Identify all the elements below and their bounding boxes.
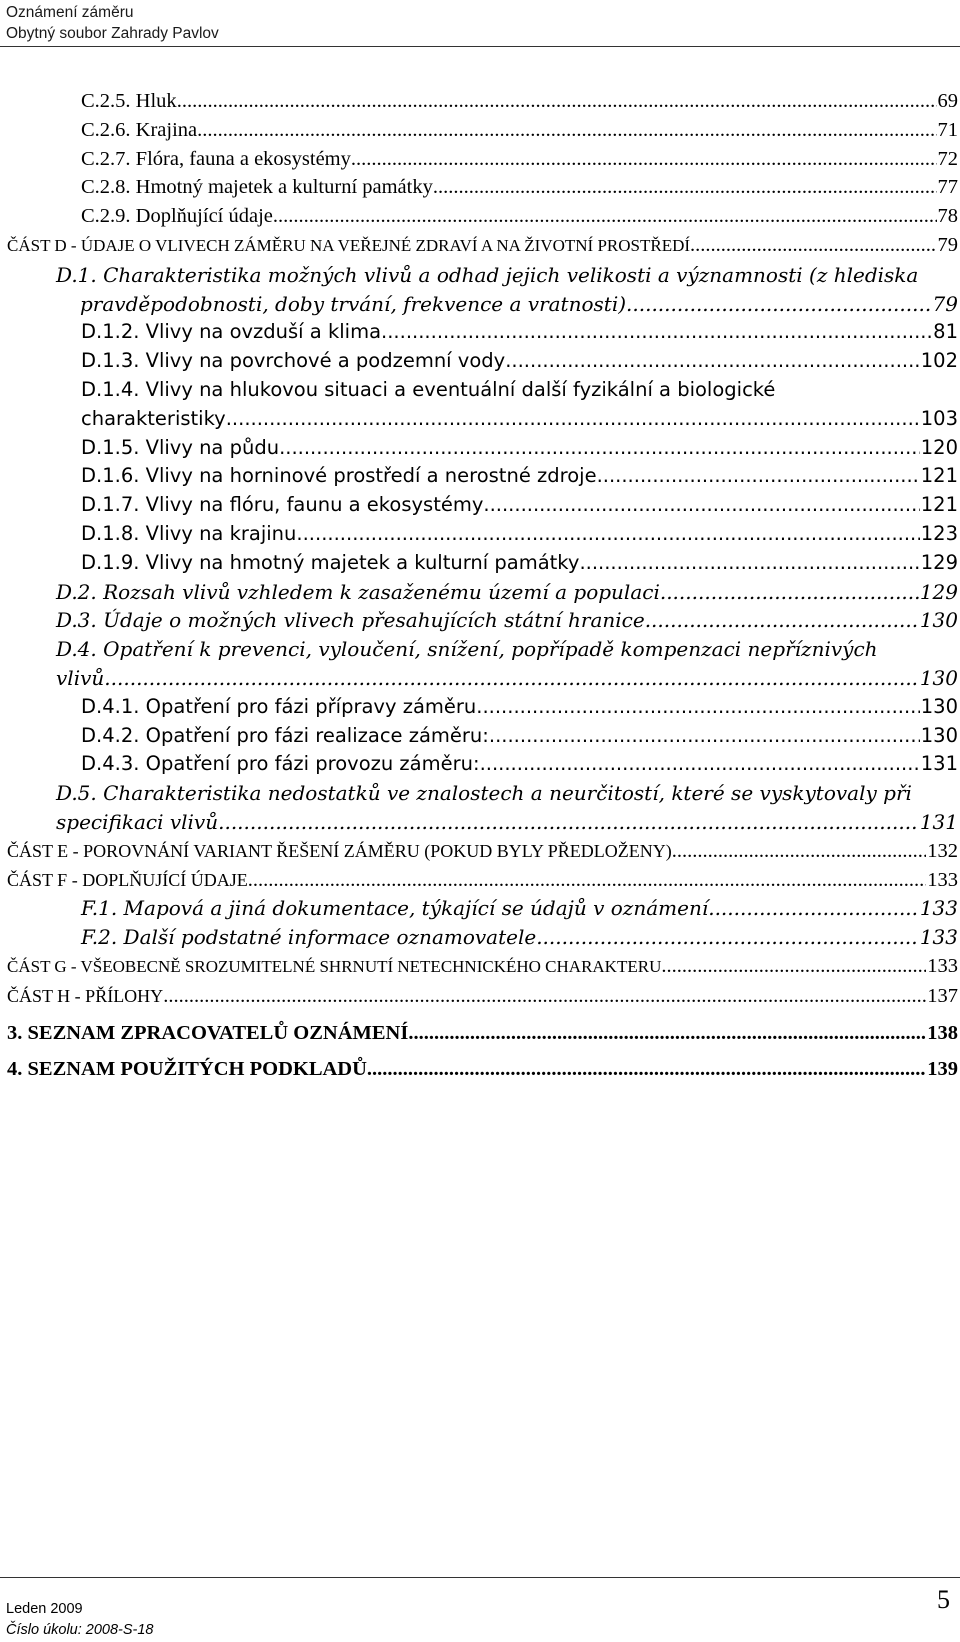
toc-entry-title: D.1.7. Vlivy na flóru, faunu a ekosystémy (81, 493, 484, 517)
toc-page-number: 133 (919, 896, 958, 921)
toc-entry-d17[interactable] (0, 491, 960, 520)
toc-entry-title: D.4.2. Opatření pro fázi realizace záměru: (81, 723, 489, 747)
toc-leader (597, 462, 920, 491)
toc-entry-title: D.3. Údaje o možných vlivech přesahujících státní hranice (56, 608, 645, 633)
toc-page-number: 130 (919, 608, 958, 633)
toc-entry-title: C.2.6. Krajina (81, 118, 198, 141)
toc-entry-c26[interactable] (0, 116, 960, 145)
toc-entry-title: C.2.7. Flóra, fauna a ekosystémy (81, 147, 351, 170)
toc-entry-title: D.5. Charakteristika nedostatků ve znalostech a neurčitostí, které se vyskytovaly při (56, 781, 912, 806)
toc-page-number: 129 (919, 579, 958, 604)
toc-entry-title: D.1.8. Vlivy na krajinu (81, 521, 297, 545)
toc-entry-title: 4. SEZNAM POUŽITÝCH PODKLADŮ (7, 1058, 367, 1081)
page-header (6, 2, 219, 44)
toc-leader (708, 894, 919, 923)
toc-entry-d2[interactable] (0, 578, 960, 607)
toc-entry-d43[interactable] (0, 750, 960, 779)
toc-page-number: 123 (920, 521, 958, 545)
toc-entry-title-continued: charakteristiky (81, 406, 226, 430)
toc-page-number: 131 (920, 752, 958, 776)
toc-entry-title: C.2.8. Hmotný majetek a kulturní památky (81, 176, 433, 199)
toc-entry-title: D.1.6. Vlivy na horninové prostředí a nerostné zdroje (81, 464, 597, 488)
toc-leader (645, 606, 919, 635)
toc-leader (626, 290, 932, 319)
toc-entry-title: D.2. Rozsah vlivů vzhledem k zasaženému území a populaci (56, 579, 660, 604)
toc-leader (690, 231, 936, 260)
toc-entry-title: D.1.9. Vlivy na hmotný majetek a kulturní památky (81, 550, 580, 574)
toc-page-number: 103 (920, 406, 958, 430)
toc-leader (197, 116, 936, 145)
header-subtitle: Obytný soubor Zahrady Pavlov (6, 25, 219, 42)
toc-spacer (0, 1011, 960, 1019)
toc-entry-title: D.1.4. Vlivy na hlukovou situaci a eventuální další fyzikální a biologické (81, 377, 776, 401)
toc-entry-d16[interactable] (0, 462, 960, 491)
toc-entry-title: ČÁST F - DOPLŇUJÍCÍ ÚDAJE (7, 869, 248, 890)
toc-entry-title: F.1. Mapová a jiná dokumentace, týkající se údajů v oznámení (81, 896, 709, 921)
toc-leader (433, 173, 937, 202)
toc-entry-d15[interactable] (0, 434, 960, 463)
toc-leader (104, 664, 919, 693)
toc-leader (536, 923, 919, 952)
footer-divider (0, 1577, 960, 1578)
toc-entry-title: D.1.3. Vlivy na povrchové a podzemní vody (81, 349, 506, 373)
toc-entry-section-3[interactable] (0, 1019, 960, 1048)
toc-page-number: 129 (920, 550, 958, 574)
toc-entry-c28[interactable] (0, 173, 960, 202)
toc-leader (408, 1019, 926, 1048)
footer-task-number: Číslo úkolu: 2008-S-18 (6, 1622, 154, 1638)
toc-entry-title: C.2.9. Doplňující údaje (81, 205, 273, 228)
toc-page-number: 72 (937, 147, 958, 170)
toc-page-number: 137 (927, 984, 958, 1007)
toc-entry-title: ČÁST D - ÚDAJE O VLIVECH ZÁMĚRU NA VEŘEJNÉ ZDRAVÍ A NA ŽIVOTNÍ PROSTŘEDÍ (7, 235, 691, 255)
toc-entry-d14[interactable] (0, 376, 960, 434)
toc-leader (483, 491, 919, 520)
toc-page-number: 130 (920, 723, 958, 747)
toc-entry-title: ČÁST E - POROVNÁNÍ VARIANT ŘEŠENÍ ZÁMĚRU (POKUD BYLY PŘEDLOŽENY) (7, 840, 672, 861)
toc-page-number: 77 (937, 176, 958, 199)
toc-entry-d41[interactable] (0, 693, 960, 722)
toc-entry-d18[interactable] (0, 520, 960, 549)
toc-page-number: 102 (920, 349, 958, 373)
toc-page-number: 133 (927, 954, 958, 977)
toc-page-number: 69 (937, 90, 958, 112)
toc-entry-title-continued: specifikaci vlivů (56, 809, 219, 834)
toc-leader (672, 837, 927, 866)
toc-leader (163, 982, 926, 1011)
toc-leader (296, 520, 919, 549)
toc-leader (660, 578, 919, 607)
toc-entry-d3[interactable] (0, 606, 960, 635)
toc-entry-d4[interactable] (0, 635, 960, 693)
toc-entry-title: 3. SEZNAM ZPRACOVATELŮ OZNÁMENÍ (7, 1021, 409, 1044)
toc-leader (476, 693, 920, 722)
toc-page-number: 81 (933, 320, 958, 344)
toc-page-number: 133 (919, 925, 958, 950)
toc-page-number: 131 (919, 809, 958, 834)
toc-entry-title: D.4.1. Opatření pro fázi přípravy záměru (81, 694, 477, 718)
toc-leader (226, 405, 920, 434)
toc-leader (279, 434, 920, 463)
toc-page-number: 121 (920, 464, 958, 488)
toc-entry-cast-d[interactable] (0, 231, 960, 261)
toc-entry-cast-e[interactable] (0, 837, 960, 866)
toc-entry-c29[interactable] (0, 202, 960, 231)
toc-entry-d19[interactable] (0, 549, 960, 578)
toc-entry-title: D.1.2. Vlivy na ovzduší a klima (81, 320, 382, 344)
toc-leader (489, 722, 920, 751)
toc-page-number: 132 (927, 839, 958, 862)
toc-entry-cast-h[interactable] (0, 982, 960, 1011)
toc-entry-title: D.1.5. Vlivy na půdu (81, 435, 280, 459)
toc-entry-cast-g[interactable] (0, 952, 960, 982)
toc-leader (177, 87, 937, 116)
toc-page-number: 120 (920, 435, 958, 459)
toc-page-number: 138 (927, 1021, 958, 1044)
toc-entry-section-4[interactable] (0, 1055, 960, 1084)
toc-entry-title: ČÁST G - VŠEOBECNĚ SROZUMITELNÉ SHRNUTÍ NETECHNICKÉHO CHARAKTERU (7, 956, 662, 976)
toc-leader (367, 1055, 926, 1084)
footer-date: Leden 2009 (6, 1601, 83, 1617)
toc-entry-title: D.4. Opatření k prevenci, vyloučení, snížení, popřípadě kompenzaci nepříznivých (56, 637, 878, 662)
toc-entry-title: ČÁST H - PŘÍLOHY (7, 985, 164, 1006)
toc-entry-d42[interactable] (0, 722, 960, 751)
toc-leader (248, 866, 927, 895)
toc-entry-title: C.2.5. Hluk (81, 90, 177, 112)
toc-leader (505, 347, 920, 376)
toc-leader (480, 750, 920, 779)
toc-entry-c25[interactable] (0, 87, 960, 116)
toc-entry-title: F.2. Další podstatné informace oznamovatele (81, 925, 537, 950)
header-title: Oznámení záměru (6, 4, 134, 21)
toc-page-number: 79 (937, 233, 958, 256)
table-of-contents (0, 87, 960, 1084)
toc-entry-title-continued: vlivů (56, 665, 105, 690)
toc-leader (273, 202, 937, 231)
toc-page-number: 78 (937, 205, 958, 228)
page-number: 5 (937, 1585, 950, 1614)
toc-page-number: 139 (927, 1058, 958, 1081)
toc-page-number: 130 (919, 665, 958, 690)
toc-spacer (0, 1047, 960, 1055)
toc-page-number: 79 (932, 291, 958, 316)
toc-entry-title: D.1. Charakteristika možných vlivů a odhad jejich velikosti a významnosti (z hlediska (56, 262, 919, 287)
toc-leader (381, 318, 932, 347)
toc-entry-cast-f[interactable] (0, 866, 960, 895)
toc-page-number: 133 (927, 868, 958, 891)
toc-leader (351, 145, 937, 174)
toc-entry-c27[interactable] (0, 145, 960, 174)
toc-page-number: 71 (937, 118, 958, 141)
toc-entry-f2[interactable] (0, 923, 960, 952)
toc-entry-d5[interactable] (0, 779, 960, 837)
header-divider (0, 46, 960, 47)
toc-entry-d12[interactable] (0, 318, 960, 347)
toc-leader (218, 808, 919, 837)
toc-leader (579, 549, 919, 578)
toc-entry-d13[interactable] (0, 347, 960, 376)
toc-entry-title: D.4.3. Opatření pro fázi provozu záměru: (81, 752, 480, 776)
toc-leader (661, 952, 926, 981)
toc-page-number: 121 (920, 493, 958, 517)
toc-entry-title-continued: pravděpodobnosti, doby trvání, frekvence a vratnosti) (80, 291, 627, 316)
toc-entry-f1[interactable] (0, 894, 960, 923)
toc-page-number: 130 (920, 694, 958, 718)
toc-entry-d1[interactable] (0, 261, 960, 319)
